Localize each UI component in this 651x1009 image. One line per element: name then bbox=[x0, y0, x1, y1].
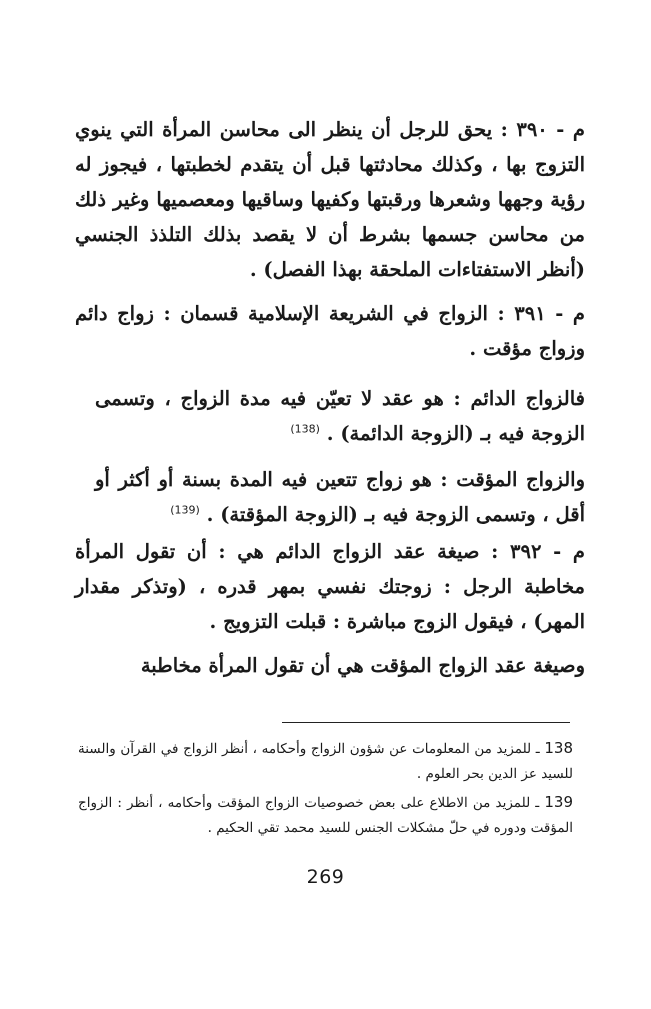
paragraph-text: وصيغة عقد الزواج المؤقت هي أن تقول المرأة مخاطبة bbox=[140, 654, 585, 677]
page-number: 269 bbox=[306, 866, 345, 888]
paragraph-text: صيغة عقد الزواج الدائم هي : أن تقول المرأة مخاطبة الرجل : زوجتك نفسي بمهر قدره ، (وتذكر مقدار المهر) ، فيقول الزوج مباشرة : قبلت التزويج . bbox=[75, 540, 585, 633]
paragraph-temporary-formula bbox=[95, 648, 585, 683]
footnote-number: 138 bbox=[544, 739, 574, 757]
footnote-139 bbox=[78, 790, 573, 841]
paragraph-text: فالزواج الدائم : هو عقد لا تعيّن فيه مدة الزواج ، وتسمى الزوجة فيه بـ (الزوجة الدائمة) . bbox=[95, 387, 585, 445]
article-number: م - ٣٩٠ : bbox=[500, 118, 585, 141]
paragraph-temporary-marriage bbox=[95, 462, 585, 532]
paragraph-392 bbox=[75, 534, 585, 639]
footnote-divider bbox=[282, 722, 570, 723]
paragraph-390 bbox=[75, 112, 585, 287]
footnote-text: ـ للمزيد من المعلومات عن شؤون الزواج وأحكامه ، أنظر الزواج في القرآن والسنة للسيد عز الدين بحر العلوم . bbox=[78, 741, 573, 782]
footnote-number: 139 bbox=[544, 793, 573, 811]
paragraph-text: الزواج في الشريعة الإسلامية قسمان : زواج دائم وزواج مؤقت . bbox=[75, 302, 585, 360]
footnote-mark-138: (138) bbox=[290, 422, 320, 436]
paragraph-text: يحق للرجل أن ينظر الى محاسن المرأة التي ينوي التزوج بها ، وكذلك محادثتها قبل أن يتقدم لخطبتها ، فيجوز له رؤية وجهها وشعرها ورقبتها وكفيها وساقيها ومعصميها وغير ذلك من محاسن جسمها بشرط أن لا يقصد بذلك التلذذ الجنسي (أنظر الاستفتاءات الملحقة بهذا الفصل) . bbox=[75, 118, 585, 281]
footnote-text: ـ للمزيد من الاطلاع على بعض خصوصيات الزواج المؤقت وأحكامه ، أنظر : الزواج المؤقت ودوره في حلّ مشكلات الجنس للسيد محمد تقي الحكيم . bbox=[78, 795, 573, 836]
paragraph-permanent-marriage bbox=[95, 381, 585, 451]
footnote-mark-139: (139) bbox=[170, 503, 200, 517]
article-number: م - ٣٩٢ : bbox=[491, 540, 585, 563]
paragraph-text: والزواج المؤقت : هو زواج تتعين فيه المدة بسنة أو أكثر أو أقل ، وتسمى الزوجة فيه بـ (الزوجة المؤقتة) . bbox=[95, 468, 585, 526]
article-number: م - ٣٩١ : bbox=[497, 302, 585, 325]
footnote-138 bbox=[78, 736, 573, 787]
paragraph-391 bbox=[75, 296, 585, 366]
